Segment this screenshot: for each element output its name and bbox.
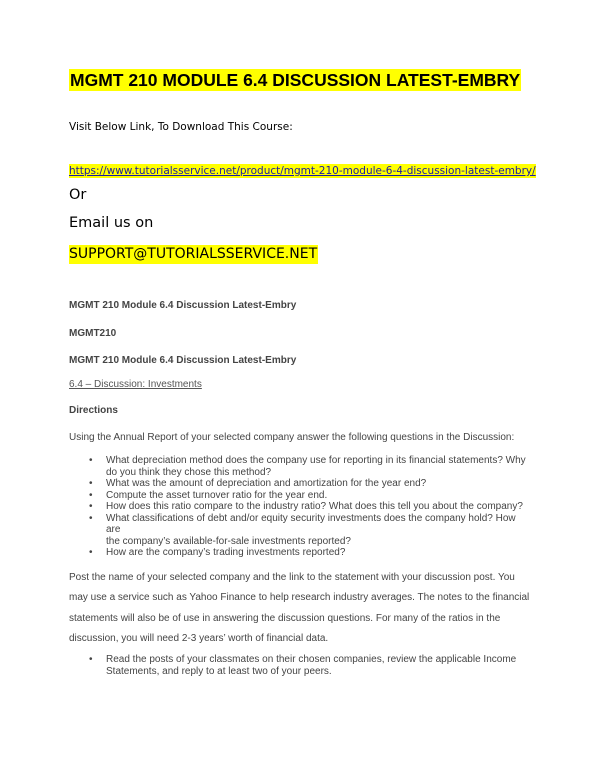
question-item	[89, 501, 529, 513]
reply-instructions-list	[89, 654, 529, 677]
question-item	[89, 547, 529, 559]
question-item	[89, 490, 529, 502]
question-line: Compute the asset turnover ratio for the year end.	[106, 489, 328, 501]
post-instructions-paragraph	[69, 568, 539, 649]
paragraph-line: statements will also be of use in answering the discussion questions. For many of the ratios in the	[69, 612, 501, 624]
question-item	[89, 513, 529, 548]
document-title: MGMT 210 MODULE 6.4 DISCUSSION LATEST-EMBRY	[70, 70, 521, 90]
question-line: What classifications of debt and/or equity security investments does the company hold? How are	[106, 512, 516, 535]
question-line: How are the company’s trading investments reported?	[106, 547, 346, 558]
subtitle-module-repeat: MGMT 210 Module 6.4 Discussion Latest-Embry	[69, 355, 297, 366]
subtitle-course-code: MGMT210	[69, 328, 117, 339]
question-line: What depreciation method does the company use for reporting in its financial statements? Why	[106, 455, 526, 466]
question-line: the company’s available-for-sale investments reported?	[106, 535, 351, 547]
paragraph-line: discussion, you will need 2-3 years’ worth of financial data.	[69, 632, 329, 644]
paragraph-line: Post the name of your selected company and the link to the statement with your discussion post. You	[69, 572, 515, 583]
question-line: How does this ratio compare to the industry ratio? What does this tell you about the company?	[106, 501, 523, 512]
email-label: Email us on	[69, 215, 154, 231]
reply-line: Statements, and reply to at least two of your peers.	[106, 665, 332, 677]
section-link-investments[interactable]: 6.4 – Discussion: Investments	[69, 379, 202, 390]
question-line: do you think they chose this method?	[106, 466, 272, 478]
subtitle-module: MGMT 210 Module 6.4 Discussion Latest-Embry	[69, 300, 297, 311]
reply-line: Read the posts of your classmates on their chosen companies, review the applicable Income	[106, 654, 517, 665]
or-text: Or	[69, 187, 87, 203]
directions-heading: Directions	[69, 405, 118, 416]
intro-text: Visit Below Link, To Download This Course:	[69, 121, 293, 133]
question-item	[89, 455, 529, 478]
reply-instruction-item	[89, 654, 529, 677]
question-list	[89, 455, 529, 559]
question-item	[89, 478, 529, 490]
question-line: What was the amount of depreciation and amortization for the year end?	[106, 478, 427, 489]
support-email[interactable]: SUPPORT@TUTORIALSSERVICE.NET	[69, 246, 318, 262]
instructions-text: Using the Annual Report of your selected company answer the following questions in the Discussion:	[69, 432, 515, 443]
paragraph-line: may use a service such as Yahoo Finance to help research industry averages. The notes to the financial	[69, 592, 530, 604]
course-link[interactable]: https://www.tutorialsservice.net/product/mgmt-210-module-6-4-discussion-latest-embry/	[69, 165, 536, 177]
